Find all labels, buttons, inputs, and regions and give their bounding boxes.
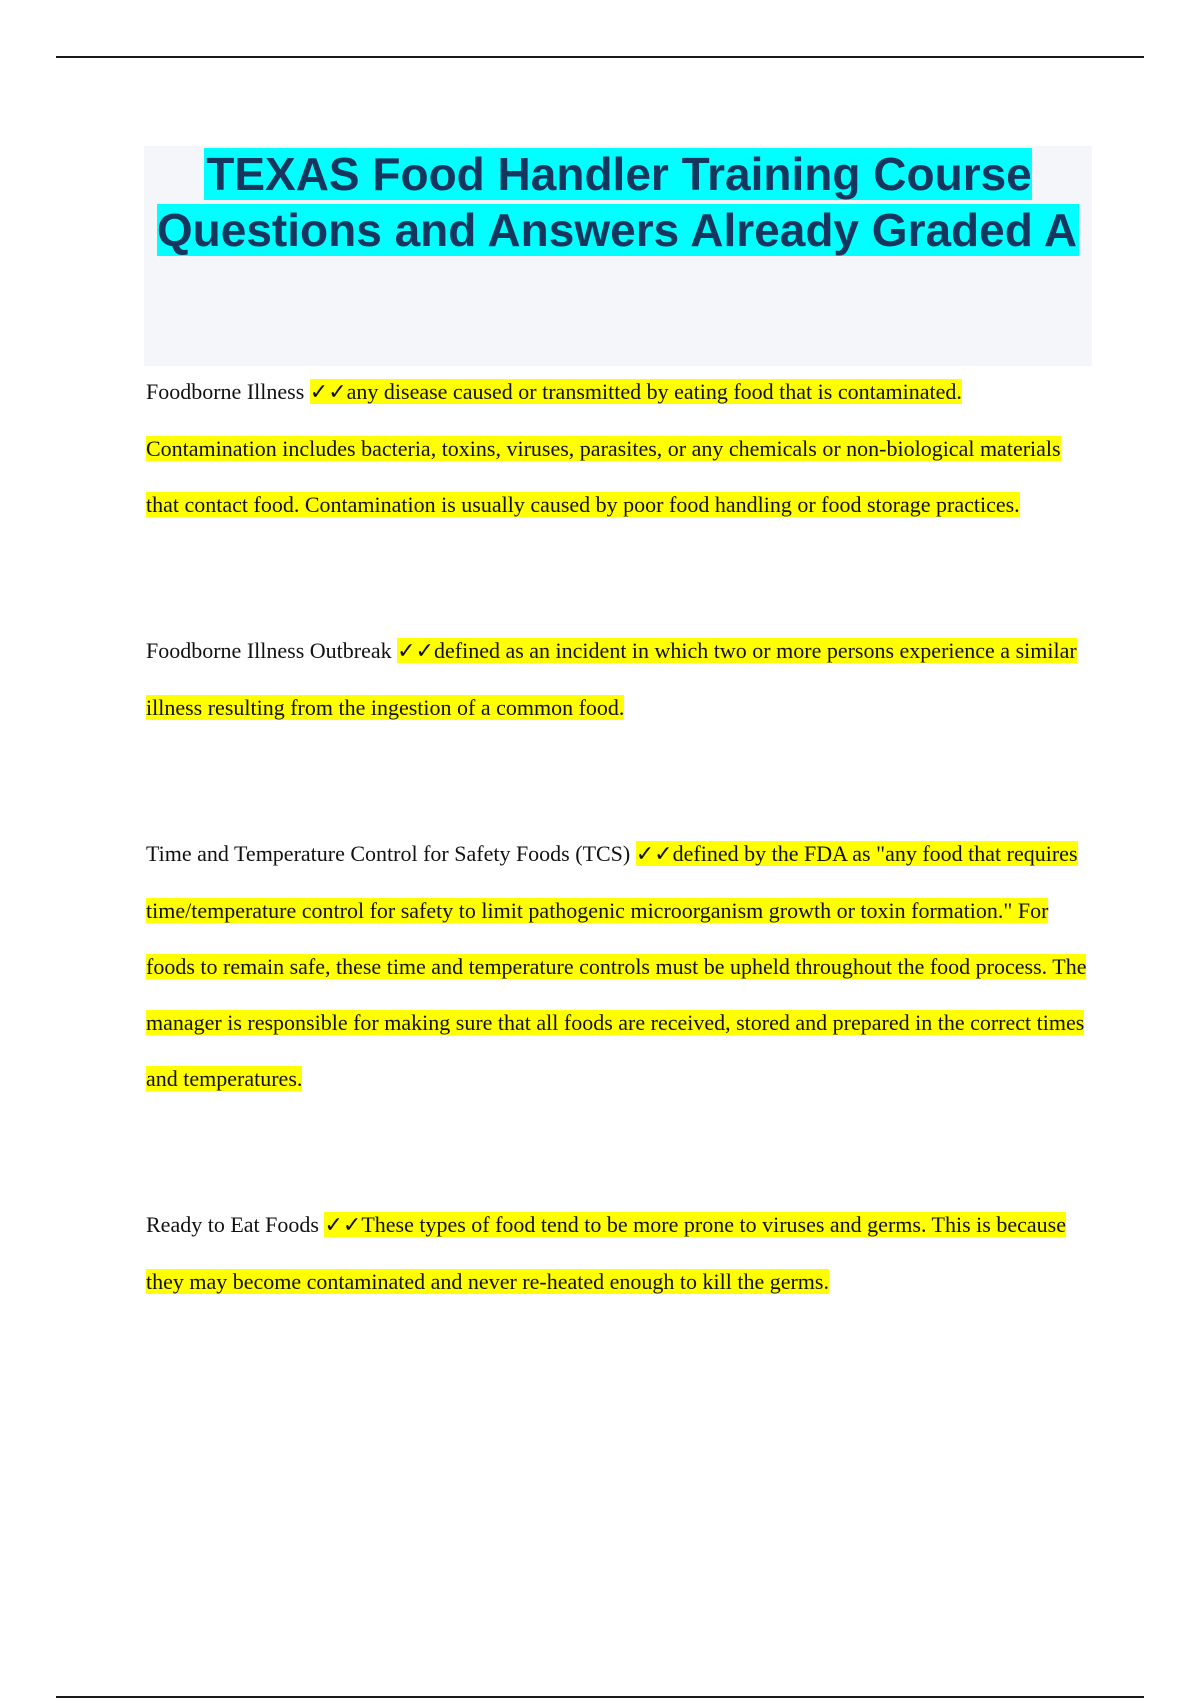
definition: defined as an incident in which two or more persons experience a similar illness resulting from the ingestion of a common food.	[146, 638, 1077, 720]
definition: These types of food tend to be more prone to viruses and germs. This is because they may become contaminated and never re-heated enough to kill the germs.	[146, 1212, 1066, 1294]
answer-highlight	[146, 841, 1086, 1091]
qa-entry	[146, 364, 1098, 533]
qa-list	[146, 364, 1098, 1310]
document-title-text: TEXAS Food Handler Training Course Questions and Answers Already Graded A	[156, 148, 1078, 256]
check-icon: ✓✓	[397, 639, 434, 664]
bottom-rule	[56, 1696, 1144, 1698]
check-icon: ✓✓	[635, 842, 673, 867]
title-box	[144, 146, 1092, 366]
document-title	[144, 146, 1092, 258]
definition: defined by the FDA as "any food that requires time/temperature control for safety to limit pathogenic microorganism growth or toxin formation." For foods to remain safe, these time and temperature controls must be upheld throughout the food process. The manager is responsible for making sure that all foods are received, stored and prepared in the correct times and temperatures.	[146, 841, 1087, 1091]
qa-entry	[146, 1197, 1098, 1310]
definition: any disease caused or transmitted by eating food that is contaminated. Contamination includes bacteria, toxins, viruses, parasites, or any chemicals or non-biological materials that contact food. Contamination is usually caused by poor food handling or food storage practices.	[146, 379, 1061, 517]
term: Foodborne Illness	[146, 379, 305, 404]
qa-entry	[146, 623, 1098, 736]
term: Foodborne Illness Outbreak	[146, 638, 392, 663]
check-icon: ✓✓	[324, 1213, 362, 1238]
term: Time and Temperature Control for Safety Foods (TCS)	[146, 841, 631, 866]
top-rule	[56, 56, 1144, 58]
term: Ready to Eat Foods	[146, 1212, 319, 1237]
qa-entry	[146, 826, 1098, 1107]
check-icon: ✓✓	[309, 380, 347, 405]
